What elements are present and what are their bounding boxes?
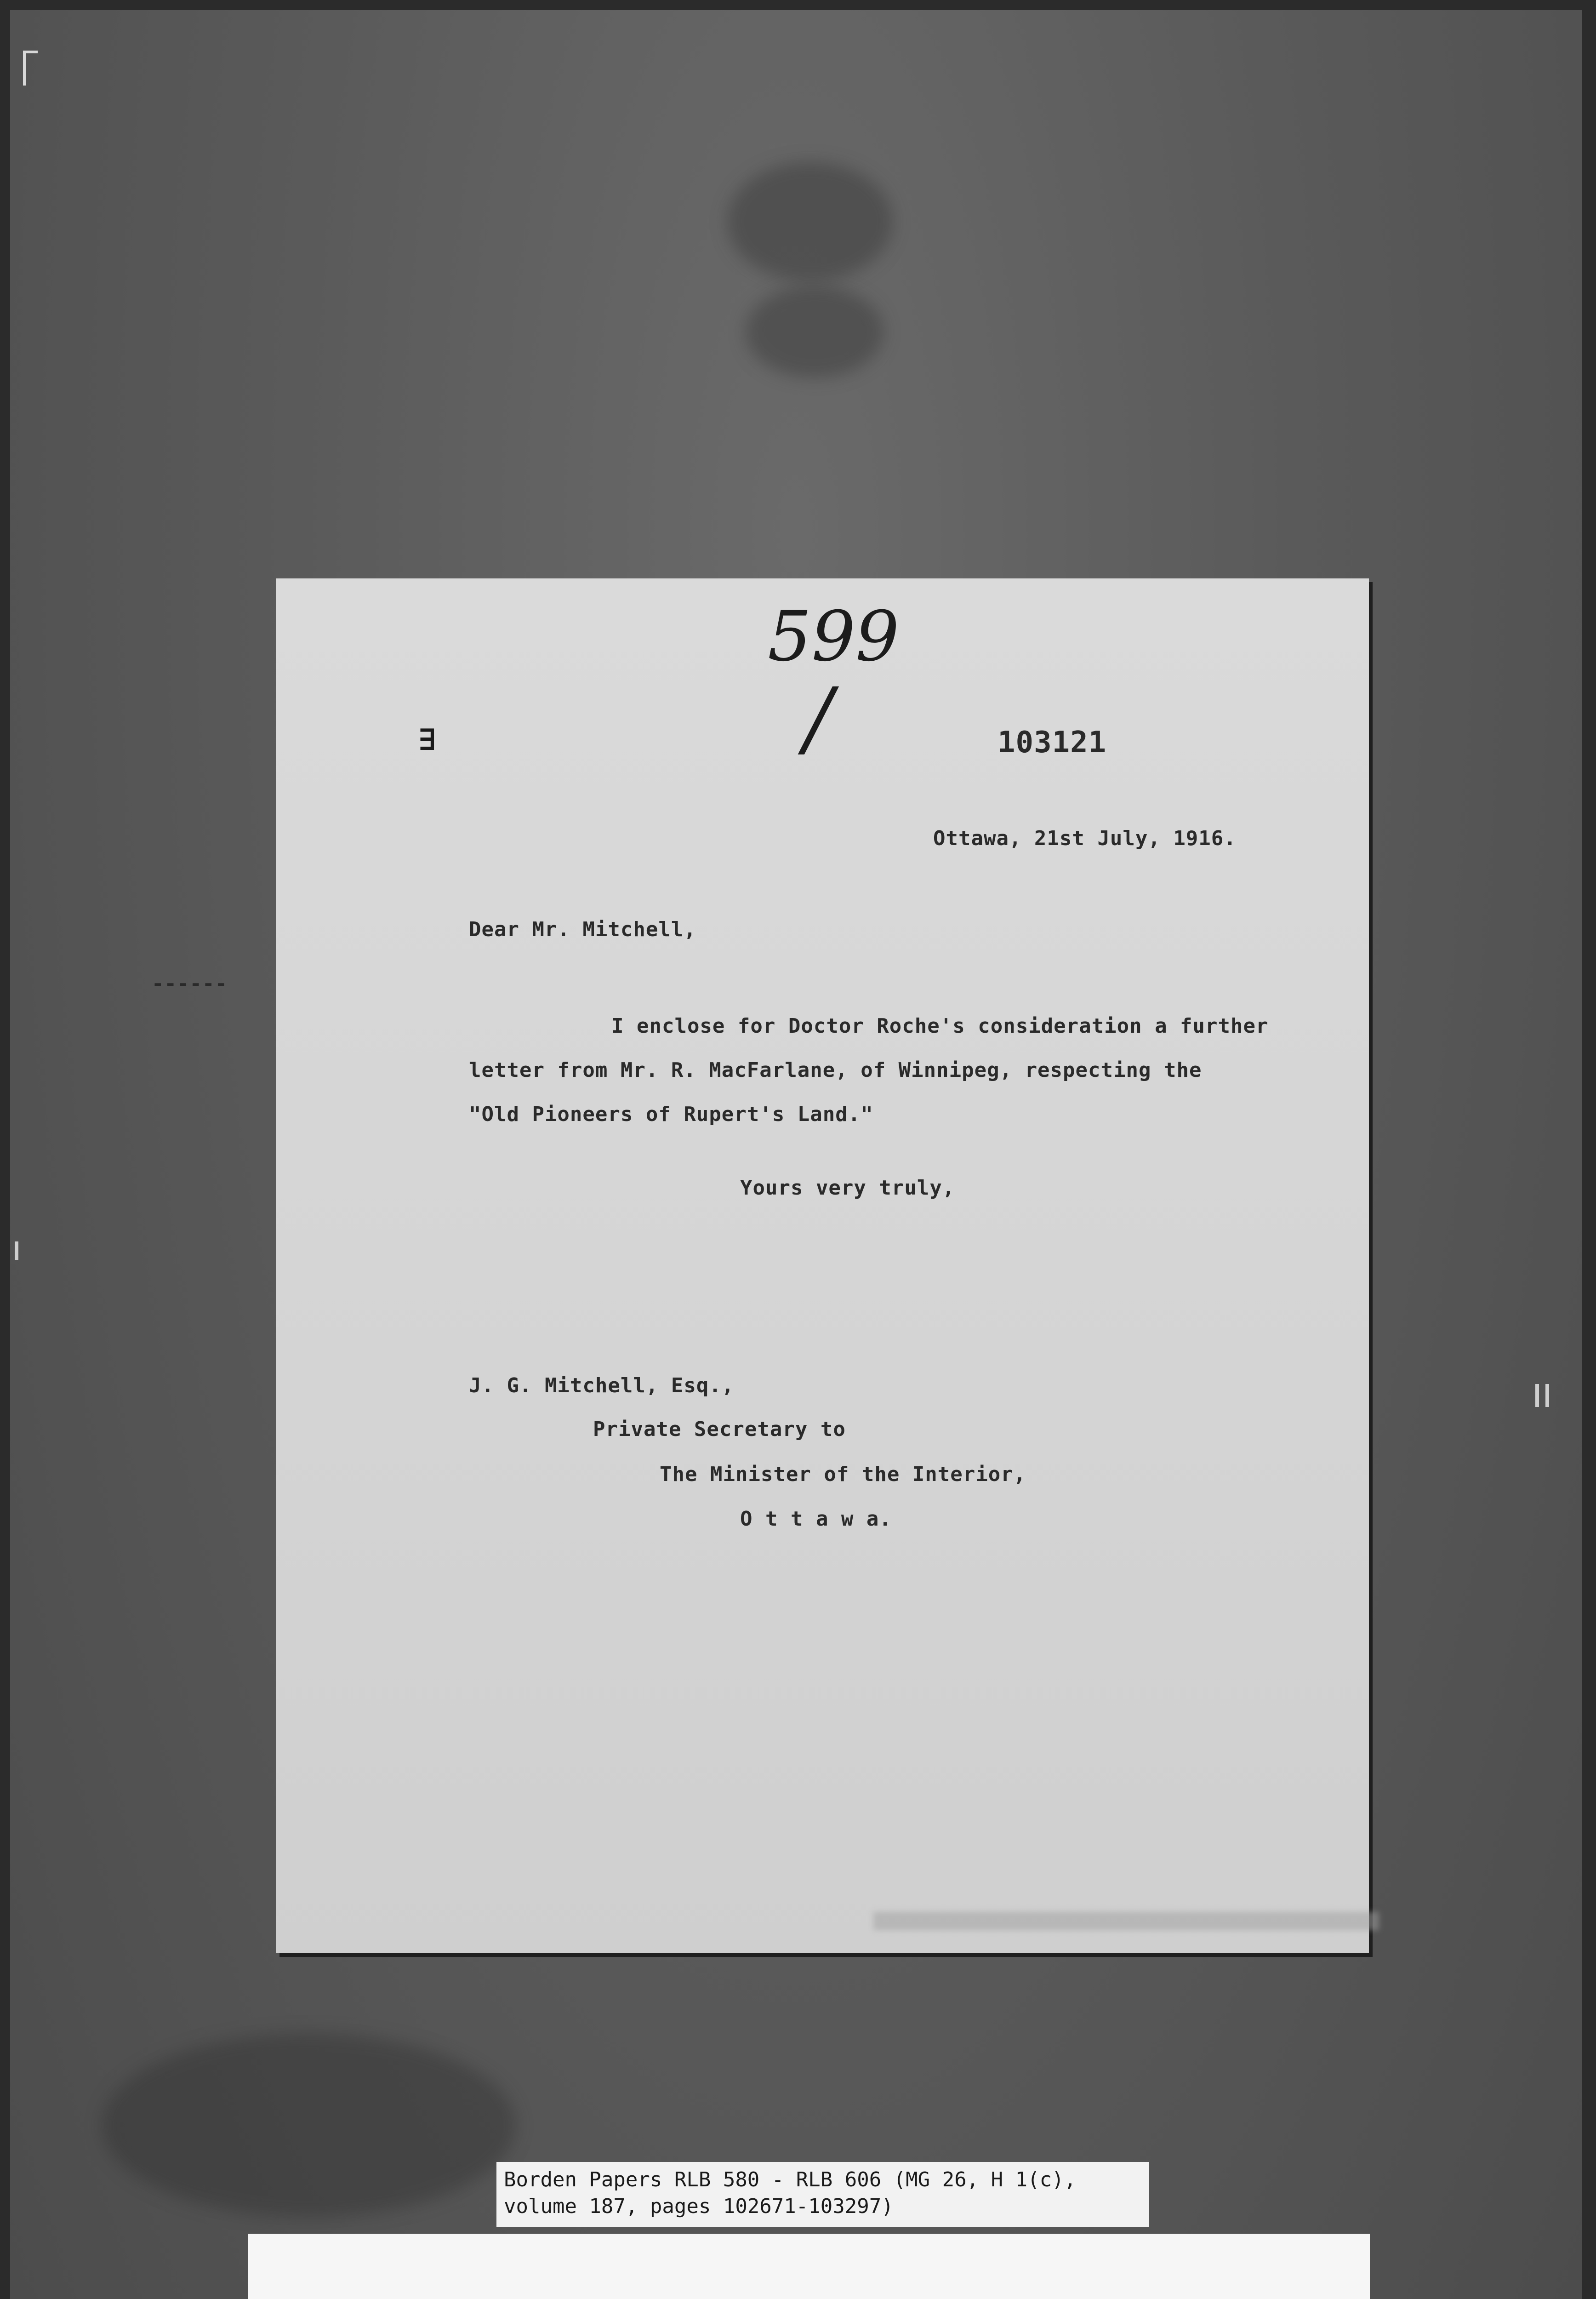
- body-line: I enclose for Doctor Roche's consideration a further: [611, 1014, 1269, 1038]
- board-stain: [102, 2033, 516, 2217]
- handwritten-folio-number: 599: [768, 597, 900, 677]
- body-line: letter from Mr. R. MacFarlane, of Winnipeg, respecting the: [469, 1058, 1202, 1082]
- separator: ------: [152, 972, 228, 995]
- board-stain: [746, 286, 884, 378]
- salutation: Dear Mr. Mitchell,: [469, 918, 696, 941]
- edge-tick: [1535, 1384, 1539, 1407]
- caption-line: Borden Papers RLB 580 - RLB 606 (MG 26, H 1(c),: [504, 2168, 1077, 2191]
- edge-tick: [1545, 1384, 1549, 1407]
- reference-caption: [496, 2162, 1149, 2227]
- document-number: 103121: [998, 726, 1107, 760]
- letter-sheet: [152, 578, 1369, 1953]
- address-line: The Minister of the Interior,: [660, 1463, 1026, 1486]
- caption-line: volume 187, pages 102671-103297): [504, 2195, 894, 2218]
- corner-crop-mark: [23, 51, 38, 86]
- address-line: J. G. Mitchell, Esq.,: [469, 1374, 735, 1397]
- file-mark-icon: ∃: [418, 723, 437, 757]
- closing: Yours very truly,: [740, 1176, 955, 1200]
- edge-tick: [15, 1241, 18, 1260]
- handwritten-mark: /: [804, 670, 832, 766]
- paper-stain: [873, 1912, 1379, 1930]
- body-line: "Old Pioneers of Rupert's Land.": [469, 1103, 873, 1126]
- archives-label-card: [248, 2234, 1370, 2299]
- address-line: Private Secretary to: [593, 1418, 846, 1441]
- dateline: Ottawa, 21st July, 1916.: [933, 827, 1237, 850]
- board-stain: [727, 162, 893, 281]
- address-line: O t t a w a.: [740, 1507, 892, 1531]
